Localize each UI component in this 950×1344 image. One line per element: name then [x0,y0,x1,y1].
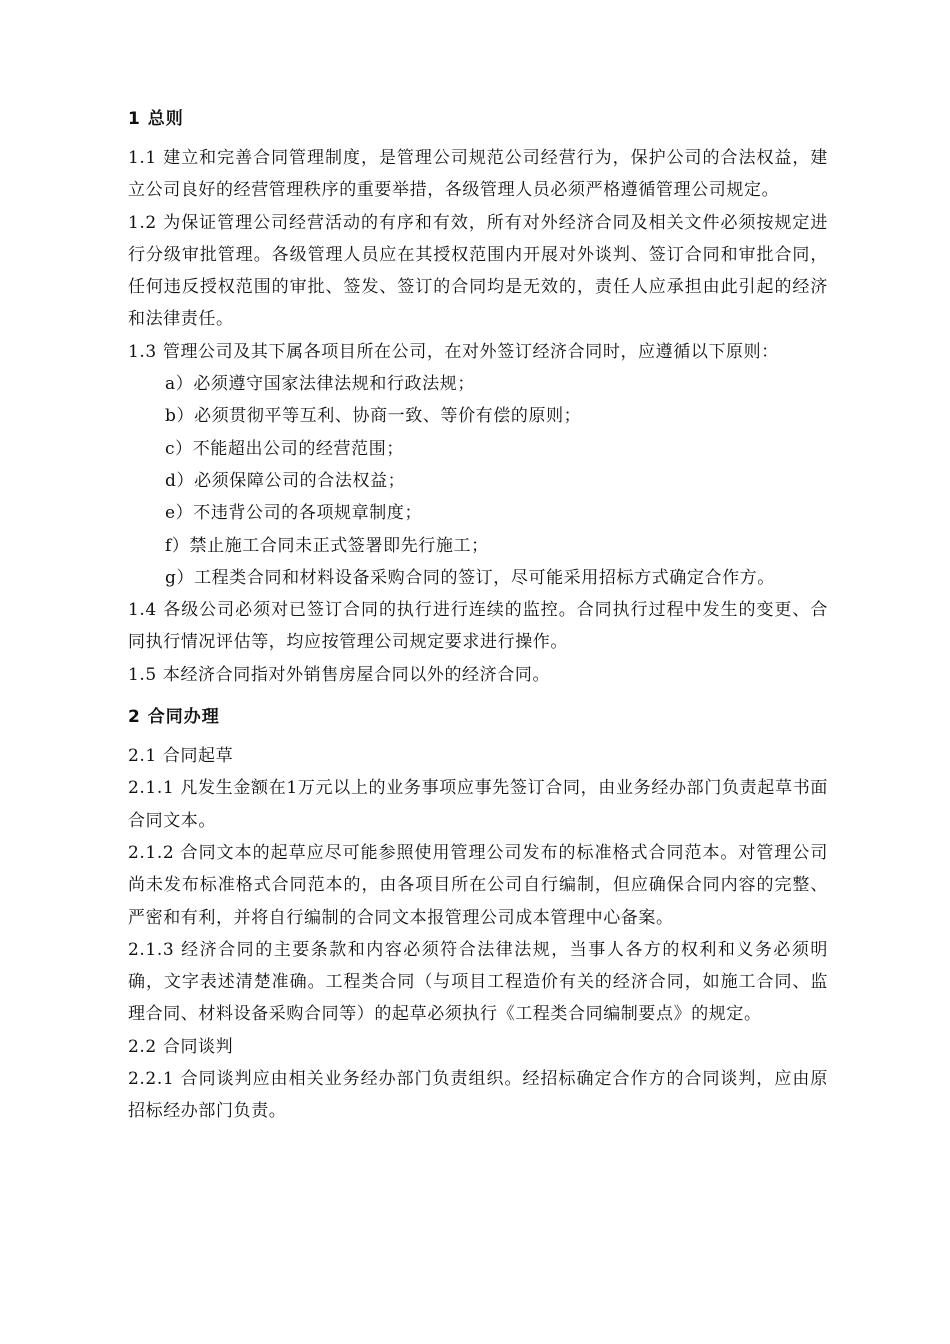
clause-1-4: 1.4 各级公司必须对已签订合同的执行进行连续的监控。合同执行过程中发生的变更、合同执行情况评估等，均应按管理公司规定要求进行操作。 [128,600,828,653]
clause-2-1: 2.1 合同起草 [128,746,234,767]
document-body [128,103,828,1128]
clause-1-1: 1.1 建立和完善合同管理制度，是管理公司规范公司经营行为，保护公司的合法权益，建立公司良好的经营管理秩序的重要举措，各级管理人员必须严格遵循管理公司规定。 [128,148,828,201]
clause-1-3: 1.3 管理公司及其下属各项目所在公司，在对外签订经济合同时，应遵循以下原则： [128,341,779,362]
principle-item-a: a）必须遵守国家法律法规和行政法规； [165,374,475,395]
principle-item-f: f）禁止施工合同未正式签署即先行施工； [165,535,489,556]
principle-item-e: e）不违背公司的各项规章制度； [165,503,423,524]
clause-2-2-1: 2.2.1 合同谈判应由相关业务经办部门负责组织。经招标确定合作方的合同谈判，应由原招标经办部门负责。 [128,1069,828,1122]
principle-item-d: d）必须保障公司的合法权益； [165,470,406,491]
principle-item-c: c）不能超出公司的经营范围； [165,438,404,459]
clause-2-1-2: 2.1.2 合同文本的起草应尽可能参照使用管理公司发布的标准格式合同范本。对管理公司尚未发布标准格式合同范本的，由各项目所在公司自行编制，但应确保合同内容的完整、严密和有利，并将自行编制的合同文本报管理公司成本管理中心备案。 [128,842,828,928]
clause-2-2: 2.2 合同谈判 [128,1036,234,1057]
clause-1-2: 1.2 为保证管理公司经营活动的有序和有效，所有对外经济合同及相关文件必须按规定进行分级审批管理。各级管理人员应在其授权范围内开展对外谈判、签订合同和审批合同，任何违反授权范围的审批、签发、签订的合同均是无效的，责任人应承担由此引起的经济和法律责任。 [128,212,828,330]
clause-2-1-3: 2.1.3 经济合同的主要条款和内容必须符合法律法规，当事人各方的权利和义务必须明确，文字表述清楚准确。工程类合同（与项目工程造价有关的经济合同，如施工合同、监理合同、材料设备采购合同等）的起草必须执行《工程类合同编制要点》的规定。 [128,939,828,1025]
principle-item-b: b）必须贯彻平等互利、协商一致、等价有偿的原则； [165,406,582,427]
section-heading-contract-handling: 2 合同办理 [128,707,220,728]
clause-1-5: 1.5 本经济合同指对外销售房屋合同以外的经济合同。 [128,664,551,685]
principle-item-g: g）工程类合同和材料设备采购合同的签订，尽可能采用招标方式确定合作方。 [165,567,775,588]
clause-2-1-1: 2.1.1 凡发生金额在1万元以上的业务事项应事先签订合同，由业务经办部门负责起草书面合同文本。 [128,778,828,831]
section-heading-general: 1 总则 [128,109,184,129]
